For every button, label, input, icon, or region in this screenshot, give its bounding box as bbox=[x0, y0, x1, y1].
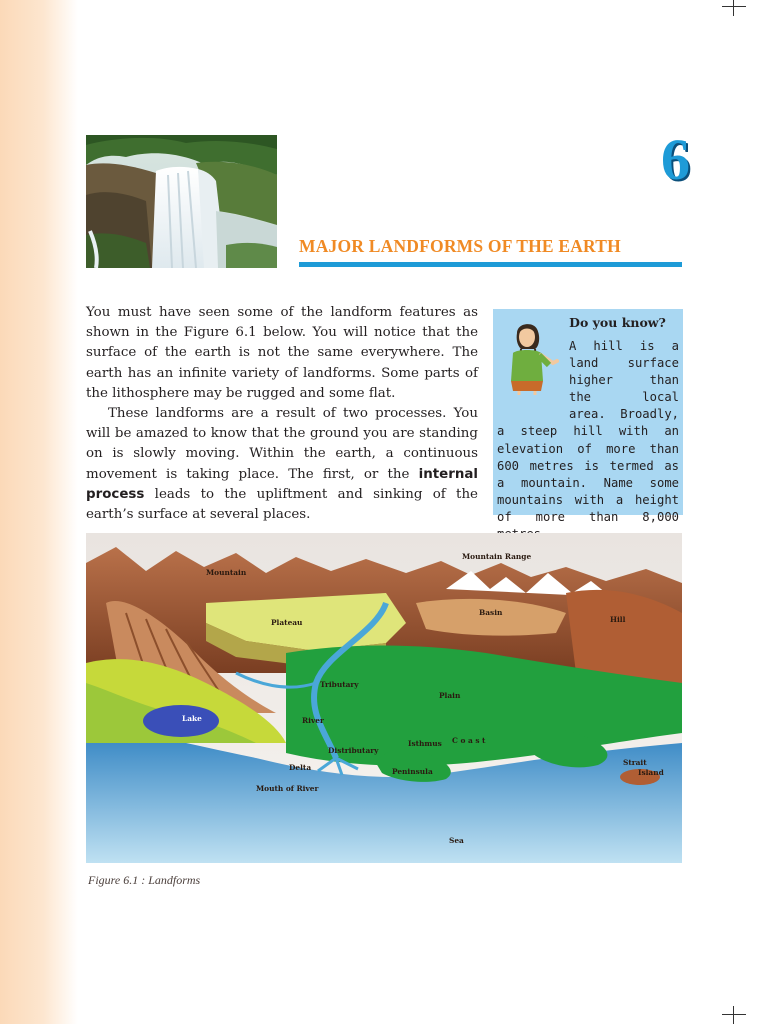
chapter-number: 6 bbox=[661, 127, 690, 192]
label-distributary: Distributary bbox=[328, 746, 379, 755]
label-delta: Delta bbox=[289, 763, 312, 772]
figure-caption: Figure 6.1 : Landforms bbox=[88, 873, 201, 887]
label-peninsula: Peninsula bbox=[392, 767, 433, 776]
do-you-know-box bbox=[493, 309, 683, 524]
do-you-know-heading: Do you know? bbox=[569, 315, 666, 330]
label-basin: Basin bbox=[479, 608, 503, 617]
label-coast: C o a s t bbox=[452, 736, 486, 745]
crop-mark-bottom-h bbox=[722, 1014, 746, 1015]
crop-mark-top-h bbox=[722, 6, 746, 7]
paragraph-2-start: These landforms are a result of two processes. You will be amazed to know that the ground you are standing on is slowly moving. Within the earth, a continuous movement is taking place. The first, or the bbox=[86, 406, 478, 482]
label-river: River bbox=[302, 716, 324, 725]
label-lake: Lake bbox=[182, 714, 202, 723]
landforms-figure bbox=[86, 533, 682, 863]
internal-process-term: internal process bbox=[86, 466, 478, 502]
crop-mark-bottom bbox=[733, 1006, 734, 1024]
page-margin-band bbox=[0, 0, 78, 1024]
landforms-illustration bbox=[86, 533, 682, 863]
label-mountain-range: Mountain Range bbox=[462, 552, 532, 561]
paragraph-1: You must have seen some of the landform features as shown in the Figure 6.1 below. You will notice that the surface of the earth is not the same everywhere. The earth has an infinite variety of landforms. Some parts of the lithosphere may be rugged and some flat. bbox=[86, 305, 478, 401]
waterfall-illustration bbox=[86, 135, 277, 268]
crop-mark-top bbox=[733, 0, 734, 16]
label-mouth-of-river: Mouth of River bbox=[256, 784, 319, 793]
label-plateau: Plateau bbox=[271, 618, 303, 627]
label-plain: Plain bbox=[439, 691, 461, 700]
waterfall-photo bbox=[86, 135, 277, 268]
label-isthmus: Isthmus bbox=[408, 739, 442, 748]
do-you-know-text bbox=[497, 338, 679, 543]
body-text bbox=[86, 303, 478, 525]
label-hill: Hill bbox=[610, 615, 626, 624]
do-you-know-body: A hill is a land surface higher than the local area. Broadly, a steep hill with an elevation of more than 600 metres is termed as a mountain. Name some mountains with a height of more than 8,000 bbox=[497, 339, 679, 524]
title-underline bbox=[299, 262, 682, 267]
label-mountain: Mountain bbox=[206, 568, 247, 577]
label-tributary: Tributary bbox=[320, 680, 359, 689]
label-strait: Strait bbox=[623, 758, 647, 767]
chapter-title: MAJOR LANDFORMS OF THE EARTH bbox=[299, 236, 621, 256]
paragraph-2 bbox=[86, 404, 478, 525]
label-island: Island bbox=[638, 768, 664, 777]
label-sea: Sea bbox=[449, 836, 464, 845]
paragraph-2-end: leads to the upliftment and sinking of the earth’s surface at several places. bbox=[86, 486, 478, 523]
